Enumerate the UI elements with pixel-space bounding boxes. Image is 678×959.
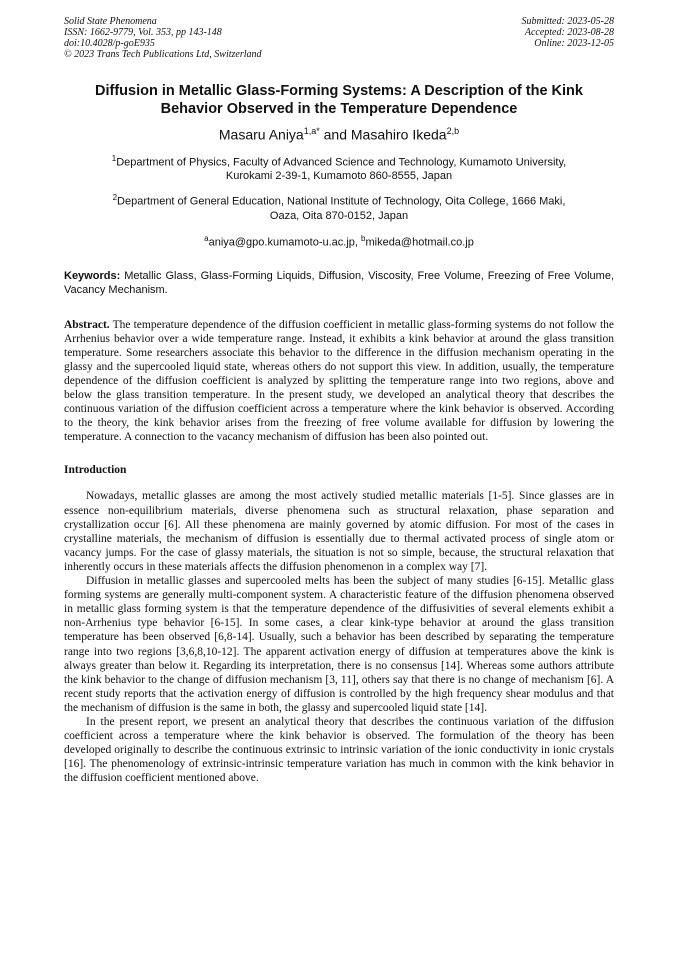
affiliation-2-line-2: Oaza, Oita 870-0152, Japan	[269, 209, 409, 222]
journal-copyright: © 2023 Trans Tech Publications Ltd, Switzerland	[64, 49, 262, 60]
submitted-date: Submitted: 2023-05-28	[521, 16, 614, 27]
intro-paragraph-1: Nowadays, metallic glasses are among the most actively studied metallic materials [1-5]. Since glasses are in essence non-equilibrium materials, diverse phenomena such as structural relaxation, phase separation and crystallization occur [6]. All these phenomena are mainly governed by atomic diffusion. For most of the cases in crystalline materials, the mechanism of diffusion is essentially due to thermal activated process of single atom or vacancy jumps. For the case of glassy materials, the situation is not so simple, because, the structural relaxation that inherently occurs in these materials affects the diffusion phenomenon in a complex way [7].	[64, 490, 614, 573]
journal-doi: doi:10.4028/p-goE935	[64, 38, 155, 49]
author-conjunction: and	[319, 126, 351, 143]
authors	[64, 122, 614, 144]
keywords	[64, 269, 614, 297]
keywords-label: Keywords:	[64, 269, 121, 282]
email-a-sup: a	[204, 233, 209, 243]
email-b[interactable]: mikeda@hotmail.co.jp	[365, 236, 474, 249]
title-line-2: Behavior Observed in the Temperature Dependence	[160, 101, 518, 117]
abstract-text: The temperature dependence of the diffusion coefficient in metallic glass-forming systems do not follow the Arrhenius behavior over a wide temperature range. Instead, it exhibits a kink behavior at around the glass transition temperature. Some researchers associate this behavior to the difference in the diffusion mechanism operating in the glassy and the supercooled liquid state, whereas others do not support this view. In addition, usually, the temperature dependence of the diffusion coefficient is analyzed by splitting the temperature range into two regions, above and below the glass transition temperature. In the present study, we developed an analytical theory that describes the continuous variation of the diffusion coefficient across a temperature where the kink behavior is observed. According to the theory, the kink behavior arises from the freezing of free volume available for diffusion by lowering the temperature. A connection to the vacancy mechanism of diffusion has been also pointed out.	[64, 318, 614, 444]
paper-title	[64, 82, 614, 118]
abstract	[64, 318, 614, 445]
affiliation-1-text-1: Department of Physics, Faculty of Advanced Science and Technology, Kumamoto University,	[116, 156, 567, 169]
affiliation-1-sup: 1	[111, 153, 117, 163]
abstract-label: Abstract.	[64, 318, 110, 331]
title-line-1: Diffusion in Metallic Glass-Forming Systems: A Description of the Kink	[95, 83, 583, 99]
journal-issn: ISSN: 1662-9779, Vol. 353, pp 143-148	[64, 27, 222, 38]
accepted-date: Accepted: 2023-08-28	[524, 27, 614, 38]
affiliation-2-line-1	[64, 191, 614, 209]
email-b-sup: b	[361, 233, 366, 243]
affiliation-1	[64, 152, 614, 184]
author-1-sup: 1,a*	[303, 126, 320, 136]
author-1: Masaru Aniya	[218, 126, 304, 143]
intro-paragraph-3: In the present report, we present an analytical theory that describes the continuous variation of the diffusion coefficient across a temperature where the kink behavior is observed. The formulation of the theory has been developed originally to describe the continuous extrinsic to intrinsic variation of the ionic conductivity in ionic crystals [16]. The phenomenology of extrinsic-intrinsic temperature variation has much in common with the kink behavior in the diffusion coefficient mentioned above.	[64, 715, 614, 785]
affiliation-2	[64, 191, 614, 223]
author-2-sup: 2,b	[446, 126, 460, 136]
author-2: Masahiro Ikeda	[350, 126, 447, 143]
journal-header	[64, 16, 614, 60]
author-emails	[64, 232, 614, 250]
affiliation-2-text-1: Department of General Education, National Institute of Technology, Oita College, 1666 Maki,	[117, 195, 566, 208]
journal-info	[64, 16, 262, 60]
affiliation-1-line-1	[64, 152, 614, 170]
email-a[interactable]: aniya@gpo.kumamoto-u.ac.jp,	[208, 236, 362, 249]
online-date: Online: 2023-12-05	[534, 38, 614, 49]
affiliation-1-line-2: Kurokami 2-39-1, Kumamoto 860-8555, Japan	[225, 170, 453, 183]
affiliation-2-sup: 2	[112, 193, 118, 203]
section-heading-introduction: Introduction	[64, 464, 127, 477]
publication-dates	[522, 16, 615, 60]
intro-paragraph-2: Diffusion in metallic glasses and supercooled melts has been the subject of many studies [6-15]. Metallic glass forming systems are generally multi-component system. A characteristic feature of the diffusion phenomena observed in metallic glass forming system is that the temperature dependence of the diffusivities of several elements exhibit a non-Arrhenius type behavior [6-15]. In some cases, a clear kink-type behavior at around the glass transition temperature has been observed [6,8-14]. Usually, such a behavior has been described by separating the temperature range into two regions [3,6,8,10-12]. The apparent activation energy of diffusion at temperatures above the kink is always greater than below it. Regarding its interpretation, there is no consensus [14]. Whereas some authors attribute the kink behavior to the change of diffusion mechanism [3, 11], others say that there is no change of mechanism [6]. A recent study reports that the activation energy of diffusion is controlled by the high frequency shear modulus and that the mechanism of diffusion is the same in both, the glassy and supercooled liquid state [14].	[64, 575, 614, 714]
keywords-text: Metallic Glass, Glass-Forming Liquids, Diffusion, Viscosity, Free Volume, Freezing of Free Volume, Vacancy Mechanism.	[64, 269, 614, 296]
journal-name: Solid State Phenomena	[64, 16, 157, 27]
